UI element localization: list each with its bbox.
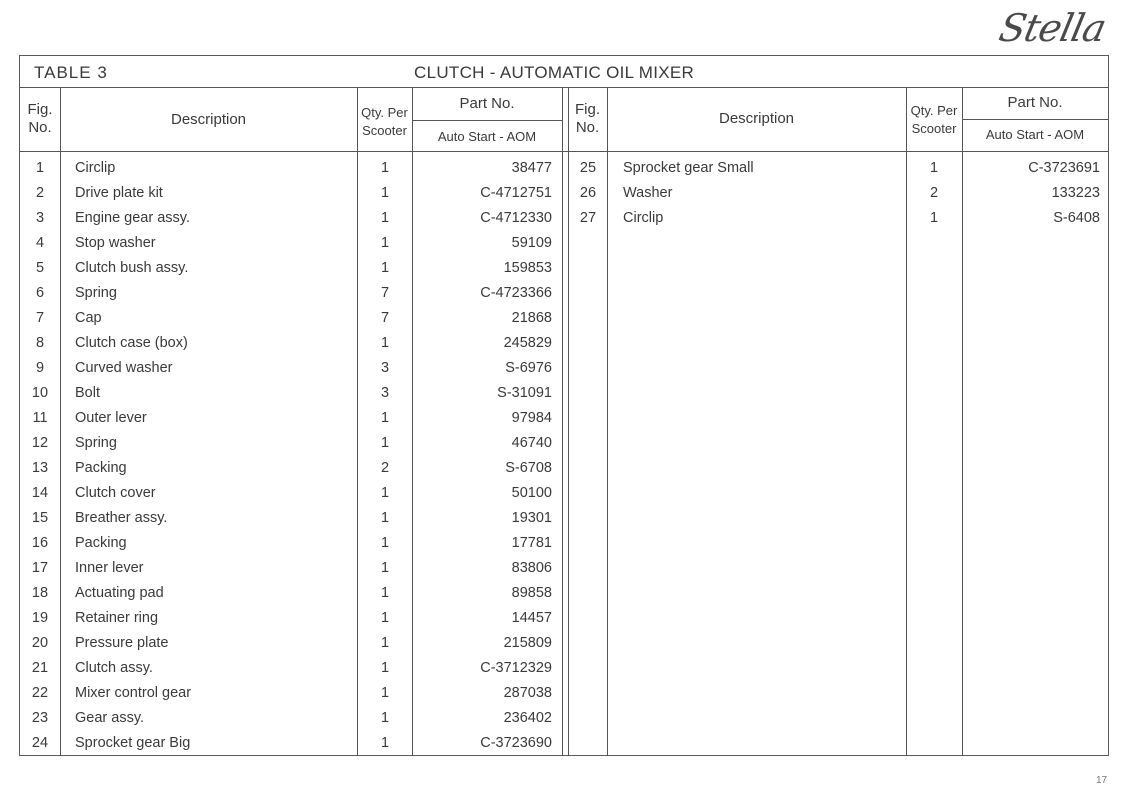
part-no-cell: 14457 <box>511 610 552 626</box>
description-cell: Gear assy. <box>75 710 145 726</box>
header-qty: Qty. Per Scooter <box>910 103 958 136</box>
part-no-cell: 97984 <box>511 410 552 426</box>
part-no-cell: 83806 <box>511 560 552 576</box>
part-no-cell: 50100 <box>511 485 552 501</box>
fig-no-cell: 9 <box>35 360 45 376</box>
part-no-cell: 19301 <box>511 510 552 526</box>
parts-table <box>19 55 1109 756</box>
description-cell: Cap <box>75 310 102 326</box>
description-cell: Retainer ring <box>75 610 159 626</box>
stella-logo: Stella <box>995 6 1110 50</box>
description-cell: Clutch cover <box>75 485 156 501</box>
fig-no-cell: 10 <box>31 385 49 401</box>
description-cell: Clutch case (box) <box>75 335 188 351</box>
description-cell: Actuating pad <box>75 585 164 601</box>
qty-cell: 1 <box>380 510 390 526</box>
description-cell: Packing <box>75 460 127 476</box>
fig-no-cell: 27 <box>579 210 597 226</box>
fig-no-cell: 15 <box>31 510 49 526</box>
fig-no-cell: 3 <box>35 210 45 226</box>
description-cell: Pressure plate <box>75 635 169 651</box>
part-no-cell: 245829 <box>503 335 552 351</box>
qty-cell: 1 <box>929 210 939 226</box>
part-no-cell: 89858 <box>511 585 552 601</box>
header-qty: Qty. Per Scooter <box>361 105 408 138</box>
fig-no-cell: 23 <box>31 710 49 726</box>
description-cell: Sprocket gear Small <box>623 160 754 176</box>
part-no-cell: 38477 <box>511 160 552 176</box>
part-no-cell: C-4712751 <box>480 185 552 201</box>
description-cell: Washer <box>623 185 673 201</box>
col-divider <box>562 87 563 756</box>
qty-cell: 3 <box>380 385 390 401</box>
header-part-no: Part No. <box>1007 94 1063 111</box>
header-fig-no: Fig. No. <box>27 101 53 136</box>
part-no-cell: C-3723690 <box>480 735 552 751</box>
part-no-cell: S-6708 <box>505 460 552 476</box>
fig-no-cell: 18 <box>31 585 49 601</box>
description-cell: Bolt <box>75 385 100 401</box>
description-cell: Curved washer <box>75 360 173 376</box>
fig-no-cell: 24 <box>31 735 49 751</box>
description-cell: Drive plate kit <box>75 185 163 201</box>
qty-cell: 1 <box>380 485 390 501</box>
fig-no-cell: 12 <box>31 435 49 451</box>
part-no-cell: S-6408 <box>1053 210 1100 226</box>
description-cell: Breather assy. <box>75 510 168 526</box>
qty-cell: 1 <box>380 560 390 576</box>
fig-no-cell: 11 <box>32 410 48 426</box>
qty-cell: 1 <box>380 635 390 651</box>
part-no-cell: C-3723691 <box>1028 160 1100 176</box>
header-divider <box>20 151 1108 152</box>
part-no-cell: S-6976 <box>505 360 552 376</box>
part-no-cell: 159853 <box>503 260 552 276</box>
qty-cell: 1 <box>929 160 939 176</box>
qty-cell: 7 <box>380 285 390 301</box>
part-no-cell: 46740 <box>511 435 552 451</box>
description-cell: Packing <box>75 535 127 551</box>
col-divider <box>60 87 61 756</box>
fig-no-cell: 26 <box>579 185 597 201</box>
fig-no-cell: 13 <box>31 460 49 476</box>
qty-cell: 1 <box>380 585 390 601</box>
qty-cell: 1 <box>380 735 390 751</box>
qty-cell: 1 <box>380 610 390 626</box>
qty-cell: 2 <box>929 185 939 201</box>
fig-no-cell: 25 <box>579 160 597 176</box>
table-title: CLUTCH - AUTOMATIC OIL MIXER <box>414 63 695 82</box>
part-no-cell: 133223 <box>1051 185 1100 201</box>
description-cell: Engine gear assy. <box>75 210 190 226</box>
qty-cell: 1 <box>380 710 390 726</box>
header-part-no: Part No. <box>459 95 515 112</box>
description-cell: Circlip <box>75 160 116 176</box>
qty-cell: 1 <box>380 185 390 201</box>
qty-cell: 1 <box>380 235 390 251</box>
qty-cell: 1 <box>380 685 390 701</box>
qty-cell: 1 <box>380 410 390 426</box>
description-cell: Spring <box>75 285 117 301</box>
part-no-cell: 59109 <box>511 235 552 251</box>
header-part-sub: Auto Start - AOM <box>985 127 1085 142</box>
description-cell: Inner lever <box>75 560 144 576</box>
fig-no-cell: 8 <box>35 335 45 351</box>
description-cell: Outer lever <box>75 410 147 426</box>
fig-no-cell: 2 <box>35 185 45 201</box>
qty-cell: 1 <box>380 660 390 676</box>
fig-no-cell: 17 <box>31 560 49 576</box>
qty-cell: 1 <box>380 535 390 551</box>
part-subheader-divider-right <box>962 119 1108 120</box>
fig-no-cell: 4 <box>35 235 45 251</box>
page-number: 17 <box>1096 775 1108 786</box>
qty-cell: 1 <box>380 335 390 351</box>
fig-no-cell: 14 <box>31 485 49 501</box>
qty-cell: 1 <box>380 435 390 451</box>
description-cell: Stop washer <box>75 235 156 251</box>
qty-cell: 1 <box>380 160 390 176</box>
part-subheader-divider-left <box>412 120 562 121</box>
fig-no-cell: 20 <box>31 635 49 651</box>
description-cell: Circlip <box>623 210 664 226</box>
fig-no-cell: 19 <box>31 610 49 626</box>
qty-cell: 3 <box>380 360 390 376</box>
title-divider <box>20 87 1108 88</box>
qty-cell: 1 <box>380 210 390 226</box>
header-fig-no: Fig. No. <box>574 101 600 136</box>
header-part-sub: Auto Start - AOM <box>437 129 537 144</box>
fig-no-cell: 7 <box>35 310 45 326</box>
fig-no-cell: 16 <box>31 535 49 551</box>
part-no-cell: C-3712329 <box>480 660 552 676</box>
part-no-cell: C-4723366 <box>480 285 552 301</box>
header-description: Description <box>718 110 795 127</box>
fig-no-cell: 21 <box>31 660 49 676</box>
fig-no-cell: 5 <box>35 260 45 276</box>
fig-no-cell: 1 <box>35 160 45 176</box>
part-no-cell: 215809 <box>503 635 552 651</box>
qty-cell: 7 <box>380 310 390 326</box>
description-cell: Mixer control gear <box>75 685 192 701</box>
part-no-cell: 21868 <box>511 310 552 326</box>
header-description: Description <box>170 111 247 128</box>
part-no-cell: 287038 <box>503 685 552 701</box>
part-no-cell: C-4712330 <box>480 210 552 226</box>
description-cell: Spring <box>75 435 117 451</box>
description-cell: Clutch assy. <box>75 660 153 676</box>
fig-no-cell: 6 <box>35 285 45 301</box>
description-cell: Clutch bush assy. <box>75 260 189 276</box>
part-no-cell: 17781 <box>511 535 552 551</box>
description-cell: Sprocket gear Big <box>75 735 191 751</box>
fig-no-cell: 22 <box>31 685 49 701</box>
table-label: TABLE 3 <box>34 63 108 82</box>
qty-cell: 1 <box>380 260 390 276</box>
part-no-cell: 236402 <box>503 710 552 726</box>
part-no-cell: S-31091 <box>497 385 552 401</box>
qty-cell: 2 <box>380 460 390 476</box>
